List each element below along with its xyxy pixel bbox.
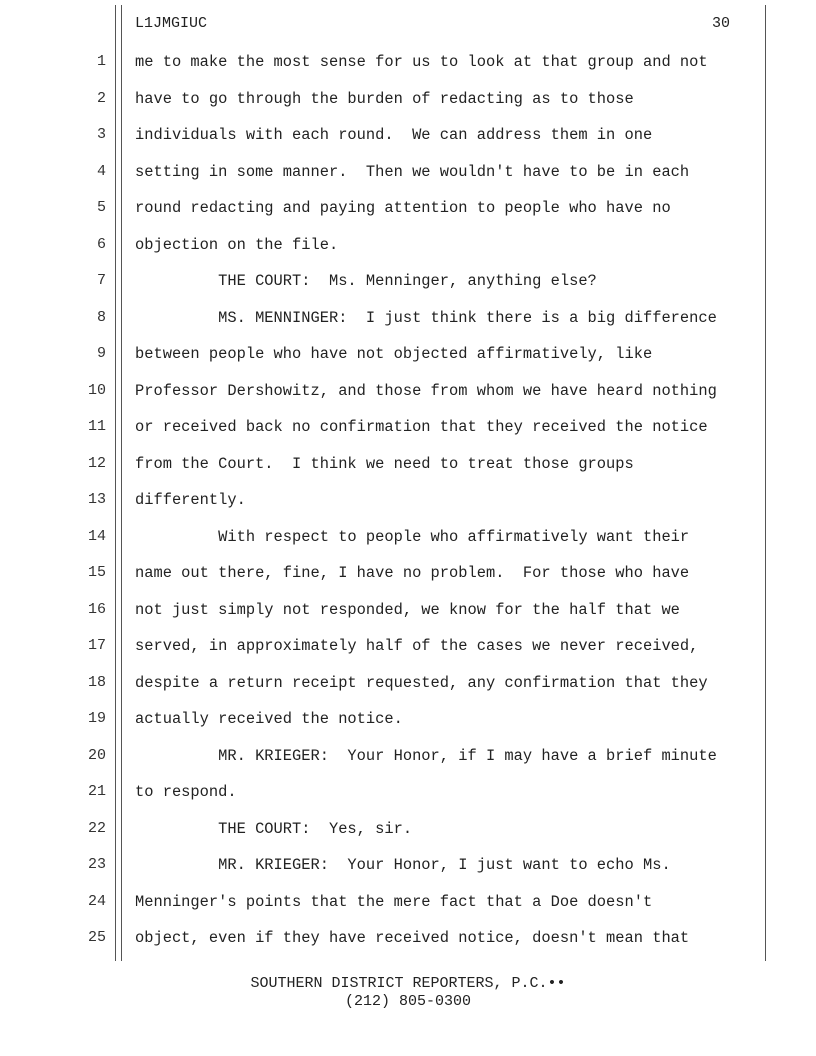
reporter-phone: (212) 805-0300 [344, 993, 472, 1010]
transcript-line [0, 308, 816, 328]
transcript-line [0, 381, 816, 401]
line-text: MS. MENNINGER: I just think there is a big difference [135, 308, 717, 327]
transcript-line [0, 636, 816, 656]
line-number: 1 [96, 53, 106, 70]
transcript-line [0, 235, 816, 255]
case-identifier: L1JMGIUC [135, 15, 208, 32]
line-number: 24 [87, 892, 106, 910]
transcript-line [0, 125, 816, 145]
transcript-line [0, 344, 816, 364]
line-text: objection on the file. [135, 235, 339, 254]
line-text: name out there, fine, I have no problem. For those who have [135, 564, 690, 582]
line-text: not just simply not responded, we know for the half that we [135, 600, 680, 619]
transcript-line [0, 819, 816, 839]
transcript-line [0, 490, 816, 510]
line-text: served, in approximately half of the cases we never received, [135, 637, 699, 655]
line-text: from the Court. I think we need to treat those groups [135, 454, 634, 473]
line-number: 19 [87, 710, 106, 727]
line-text: differently. [135, 491, 246, 509]
page-number: 30 [711, 15, 730, 32]
line-text: me to make the most sense for us to look at that group and not [135, 53, 708, 71]
line-number: 16 [87, 600, 106, 618]
line-number: 25 [87, 929, 106, 946]
transcript-line [0, 527, 816, 547]
line-number: 21 [87, 783, 106, 800]
page-footer [0, 975, 816, 1011]
line-text: Menninger's points that the mere fact that a Doe doesn't [135, 892, 653, 911]
transcript-line [0, 928, 816, 948]
line-text: setting in some manner. Then we wouldn't have to be in each [135, 162, 690, 181]
line-number: 3 [96, 126, 106, 143]
line-number: 7 [96, 272, 106, 289]
line-text: object, even if they have received notice, doesn't mean that [135, 929, 690, 947]
line-number: 17 [87, 637, 106, 654]
line-number: 18 [87, 673, 106, 691]
line-text: With respect to people who affirmatively want their [135, 527, 690, 546]
transcript-line [0, 855, 816, 875]
line-text: round redacting and paying attention to people who have no [135, 199, 671, 217]
line-text: individuals with each round. We can address them in one [135, 126, 653, 144]
line-number: 20 [87, 746, 106, 764]
transcript-line [0, 892, 816, 912]
line-text: or received back no confirmation that they received the notice [135, 418, 708, 436]
line-number: 15 [87, 564, 106, 581]
transcript-line [0, 417, 816, 437]
transcript-line [0, 89, 816, 109]
transcript-line [0, 782, 816, 802]
line-number: 14 [87, 527, 106, 545]
line-text: MR. KRIEGER: Your Honor, if I may have a brief minute [135, 746, 717, 765]
line-number: 22 [87, 819, 106, 837]
line-number: 10 [87, 381, 106, 399]
line-text: have to go through the burden of redacting as to those [135, 89, 634, 108]
line-text: MR. KRIEGER: Your Honor, I just want to echo Ms. [135, 856, 671, 874]
transcript-line [0, 52, 816, 72]
line-text: actually received the notice. [135, 710, 403, 728]
line-text: to respond. [135, 783, 237, 801]
transcript-line [0, 198, 816, 218]
line-text: THE COURT: Yes, sir. [135, 819, 413, 838]
transcript-line [0, 600, 816, 620]
transcript-line [0, 454, 816, 474]
line-number: 23 [87, 856, 106, 873]
line-number: 12 [87, 454, 106, 472]
line-number: 4 [96, 162, 106, 180]
transcript-line [0, 271, 816, 291]
line-number: 11 [87, 418, 106, 435]
line-number: 13 [87, 491, 106, 508]
line-number: 2 [96, 89, 106, 107]
line-text: between people who have not objected affirmatively, like [135, 345, 653, 363]
transcript-line [0, 709, 816, 729]
line-text: THE COURT: Ms. Menninger, anything else? [135, 272, 597, 290]
line-number: 9 [96, 345, 106, 362]
transcript-line [0, 162, 816, 182]
line-number: 8 [96, 308, 106, 326]
line-text: Professor Dershowitz, and those from whom we have heard nothing [135, 381, 717, 400]
transcript-line [0, 563, 816, 583]
line-number: 5 [96, 199, 106, 216]
transcript-line [0, 673, 816, 693]
transcript-line [0, 746, 816, 766]
line-number: 6 [96, 235, 106, 253]
line-text: despite a return receipt requested, any confirmation that they [135, 673, 708, 692]
reporter-name: SOUTHERN DISTRICT REPORTERS, P.C.•• [250, 975, 566, 992]
